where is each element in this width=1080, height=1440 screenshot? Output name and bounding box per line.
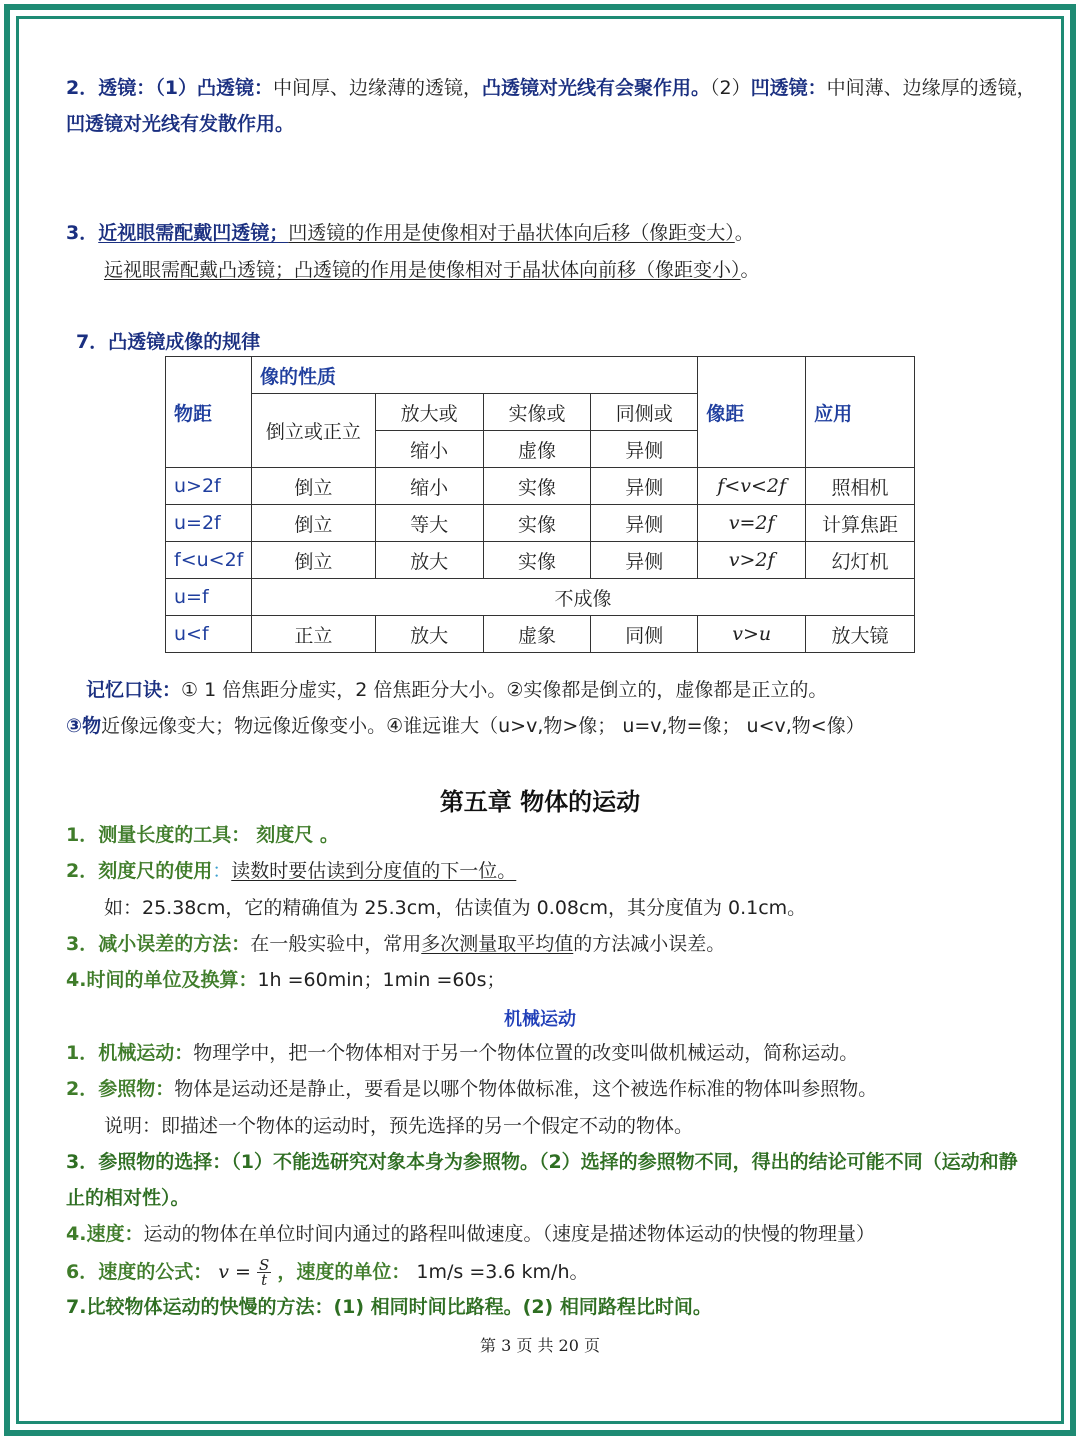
measure-line-4 — [66, 932, 725, 956]
cell-no-image: 不成像 — [251, 579, 914, 616]
header-size-2: 缩小 — [375, 431, 483, 468]
motion-label: 1．机械运动： — [66, 1042, 194, 1064]
table-row — [166, 468, 915, 505]
concave-label: 凹透镜： — [750, 77, 827, 99]
concave-num: （2） — [710, 77, 751, 99]
lens-imaging-table — [165, 356, 915, 653]
cell-v: v>u — [698, 616, 806, 653]
fraction-numerator: S — [259, 1256, 270, 1274]
error-text-c: 的方法减小误差。 — [573, 933, 726, 955]
speed-label: 4.速度： — [66, 1223, 144, 1245]
time-unit-label: 4.时间的单位及换算： — [66, 969, 258, 991]
error-text-b: 多次测量取平均值 — [421, 933, 574, 955]
cell-u: f<u<2f — [166, 542, 252, 579]
chapter-title: 第五章 物体的运动 — [439, 788, 641, 816]
cell-size: 放大 — [375, 616, 483, 653]
cell-side: 同侧 — [591, 616, 698, 653]
lens-line-2: 凹透镜对光线有发散作用。 — [66, 113, 295, 135]
convex-desc: 中间厚、边缘薄的透镜， — [272, 77, 482, 99]
motion-line-4: 3．参照物的选择：（1）不能选研究对象本身为参照物。（2）选择的参照物不同，得出的结论可能不同（运动和静 — [66, 1151, 1018, 1173]
table-row — [166, 616, 915, 653]
header-image-nature: 像的性质 — [251, 357, 697, 394]
header-image-distance: 像距 — [698, 357, 806, 468]
cell-side: 异侧 — [591, 542, 698, 579]
myopia-label: 近视眼需配戴凹透镜； — [98, 222, 289, 244]
cell-u: u<f — [166, 616, 252, 653]
cell-app: 放大镜 — [806, 616, 915, 653]
hyperopia-desc: 凸透镜的作用是使像相对于晶状体向前移（像距变小） — [294, 259, 741, 281]
cell-size: 缩小 — [375, 468, 483, 505]
header-real-1: 实像或 — [483, 394, 591, 431]
memo-line-2 — [66, 714, 865, 738]
table-title: 7．凸透镜成像的规律 — [76, 331, 261, 353]
motion-line-1 — [66, 1041, 858, 1065]
lens-num: 2．透镜：（1） — [66, 77, 197, 99]
myopia-desc: 凹透镜的作用是使像相对于晶状体向后移（像距变大） — [288, 222, 735, 244]
table-row — [166, 579, 915, 616]
cell-side: 异侧 — [591, 468, 698, 505]
hyperopia-period: 。 — [740, 259, 760, 281]
speed-formula-fraction — [257, 1258, 271, 1287]
header-size-1: 放大或 — [375, 394, 483, 431]
error-text-a: 在一般实验中，常用 — [250, 933, 422, 955]
motion-line-6 — [66, 1222, 875, 1246]
speed-unit-label: ，速度的单位： — [277, 1261, 411, 1283]
cell-u: u=f — [166, 579, 252, 616]
section-title: 机械运动 — [504, 1009, 576, 1030]
measure-line-2 — [66, 859, 516, 883]
cell-app: 幻灯机 — [806, 542, 915, 579]
cell-v: v=2f — [698, 505, 806, 542]
cell-v: v>2f — [698, 542, 806, 579]
ruler-use-value: 读数时要估读到分度值的下一位。 — [231, 860, 517, 882]
cell-orient: 倒立 — [251, 505, 375, 542]
measure-line-5 — [66, 968, 506, 992]
measure-tool-label: 1．测量长度的工具： — [66, 824, 251, 846]
cell-orient: 倒立 — [251, 542, 375, 579]
speed-def: 运动的物体在单位时间内通过的路程叫做速度。（速度是描述物体运动的快慢的物理量） — [143, 1223, 875, 1245]
motion-line-5: 止的相对性）。 — [66, 1187, 190, 1209]
eye-line-1 — [66, 221, 754, 245]
cell-real: 实像 — [483, 505, 591, 542]
table-row — [166, 542, 915, 579]
lens-line-1 — [66, 76, 1036, 100]
table-row — [166, 505, 915, 542]
cell-orient: 正立 — [251, 616, 375, 653]
header-side-2: 异侧 — [591, 431, 698, 468]
page-footer: 第 3 页 共 20 页 — [480, 1336, 600, 1355]
header-real-2: 虚像 — [483, 431, 591, 468]
cell-u: u=2f — [166, 505, 252, 542]
header-side-1: 同侧或 — [591, 394, 698, 431]
error-label: 3．减小误差的方法： — [66, 933, 251, 955]
reference-def: 物体是运动还是静止，要看是以哪个物体做标准，这个被选作标准的物体叫参照物。 — [174, 1078, 878, 1100]
cell-size: 放大 — [375, 542, 483, 579]
speed-formula-label: 6．速度的公式： — [66, 1261, 213, 1283]
cell-real: 实像 — [483, 468, 591, 505]
time-unit-value: 1h =60min；1min =60s； — [257, 969, 506, 991]
cell-real: 虚象 — [483, 616, 591, 653]
convex-label: 凸透镜： — [196, 77, 273, 99]
ruler-use-colon: ： — [212, 860, 232, 882]
motion-line-2 — [66, 1077, 877, 1101]
eye-line-2 — [104, 258, 760, 282]
memo-text-2b: 近像远像变大；物远像近像变小。④谁远谁大（u>v,物>像； u=v,物=像； u<v,物<像） — [101, 715, 865, 737]
cell-v: f<v<2f — [698, 468, 806, 505]
speed-unit-value: 1m/s =3.6 km/h。 — [416, 1261, 589, 1283]
ruler-use-label: 2．刻度尺的使用 — [66, 860, 213, 882]
concave-desc: 中间薄、边缘厚的透镜， — [826, 77, 1036, 99]
measure-tool-value: 刻度尺 。 — [256, 824, 339, 846]
motion-line-3: 说明：即描述一个物体的运动时，预先选择的另一个假定不动的物体。 — [104, 1115, 694, 1137]
memo-line-1 — [86, 678, 827, 702]
cell-real: 实像 — [483, 542, 591, 579]
cell-u: u>2f — [166, 468, 252, 505]
header-application: 应用 — [806, 357, 915, 468]
memo-text-1: ① 1 倍焦距分虚实，2 倍焦距分大小。②实像都是倒立的，虚像都是正立的。 — [181, 679, 828, 701]
header-orientation: 倒立或正立 — [251, 394, 375, 468]
memo-label: 记忆口诀： — [86, 679, 182, 701]
cell-app: 计算焦距 — [806, 505, 915, 542]
measure-line-3: 如：25.38cm，它的精确值为 25.3cm，估读值为 0.08cm，其分度值为 0.1cm。 — [104, 897, 807, 919]
cell-app: 照相机 — [806, 468, 915, 505]
cell-side: 异侧 — [591, 505, 698, 542]
header-object-distance: 物距 — [166, 357, 252, 468]
motion-def: 物理学中，把一个物体相对于另一个物体位置的改变叫做机械运动，简称运动。 — [193, 1042, 859, 1064]
measure-line-1 — [66, 823, 339, 847]
reference-label: 2．参照物： — [66, 1078, 175, 1100]
cell-orient: 倒立 — [251, 468, 375, 505]
convex-effect: 凸透镜对光线有会聚作用。 — [481, 77, 710, 99]
speed-formula-v: v = — [218, 1261, 251, 1283]
hyperopia-label: 远视眼需配戴凸透镜； — [104, 259, 295, 281]
eye-num: 3． — [66, 222, 99, 244]
memo-text-2a: ③物 — [66, 715, 102, 737]
motion-line-8: 7.比较物体运动的快慢的方法：(1) 相同时间比路程。(2) 相同路程比时间。 — [66, 1296, 712, 1318]
motion-line-7 — [66, 1258, 589, 1287]
cell-size: 等大 — [375, 505, 483, 542]
myopia-period: 。 — [734, 222, 754, 244]
fraction-denominator: t — [261, 1271, 268, 1289]
